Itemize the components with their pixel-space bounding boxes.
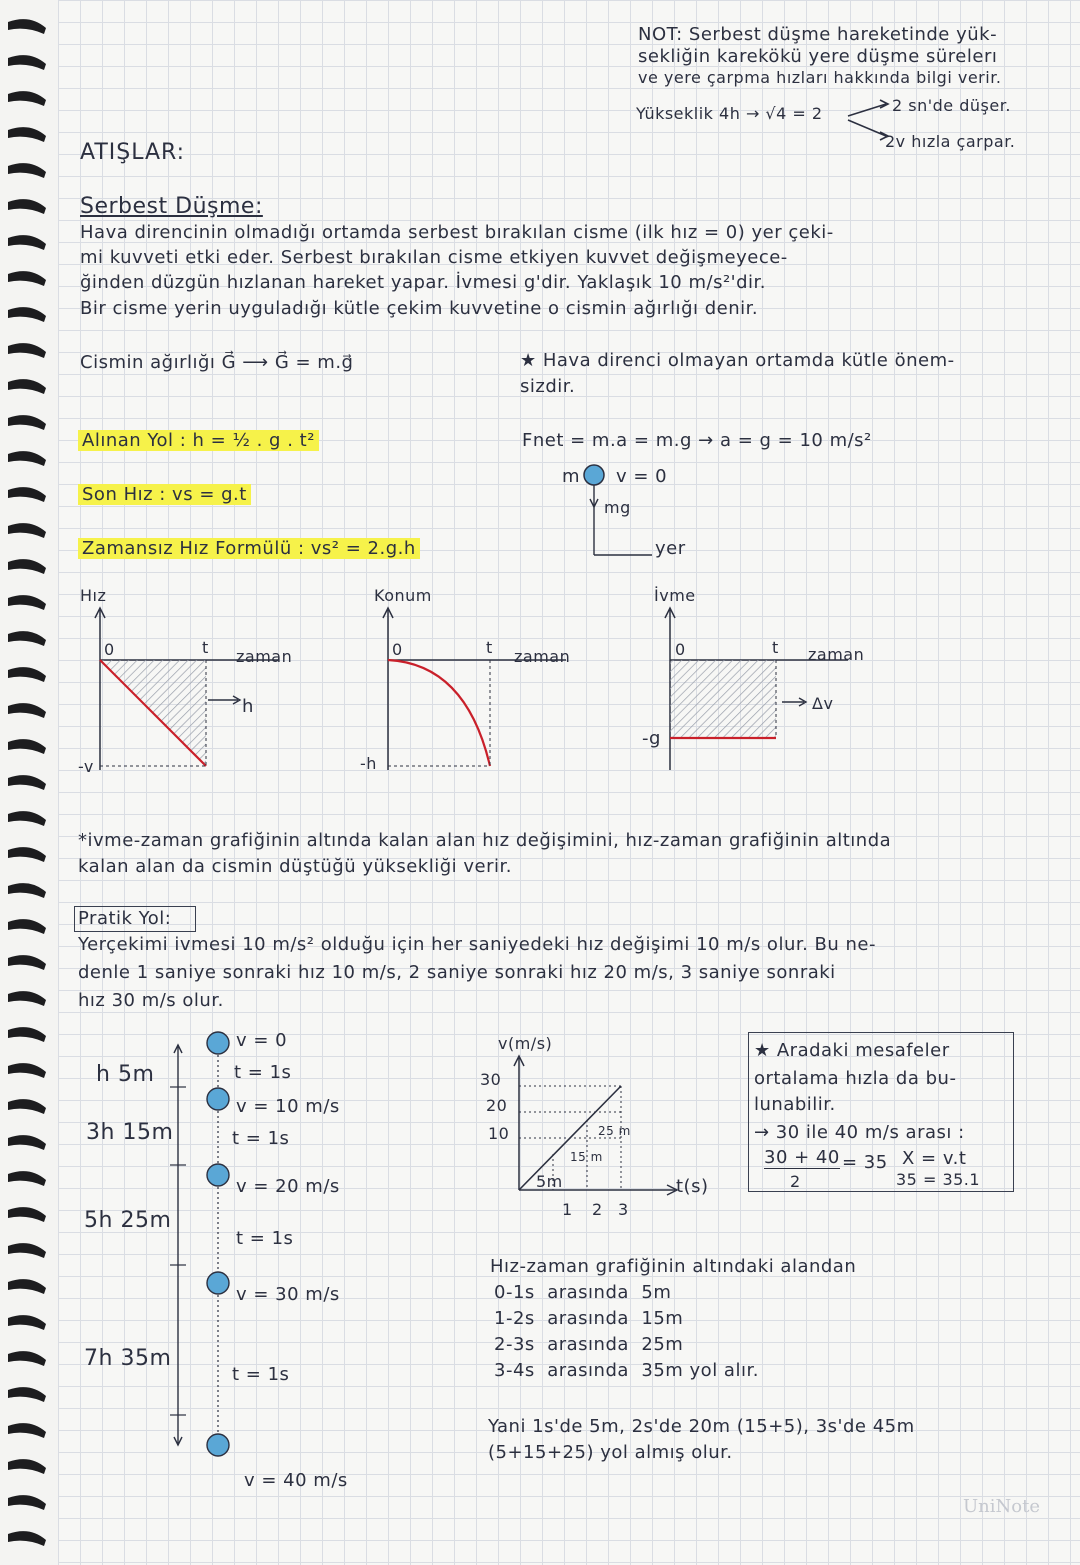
mass-note-2: sizdir. xyxy=(520,376,576,397)
box-note-frac-bot: 2 xyxy=(790,1172,801,1191)
drop-label-7h xyxy=(84,1346,171,1371)
practical-p2: denle 1 saniye sonraki hız 10 m/s, 2 saniye sonraki hız 20 m/s, 3 saniye sonraki xyxy=(78,962,836,983)
free-fall-p2: mi kuvveti etki eder. Serbest bırakılan cisme etkiyen kuvvet değişmeyece- xyxy=(80,247,788,268)
accel-graph-neg: -g xyxy=(642,728,661,749)
accel-graph-xlabel: zaman xyxy=(808,645,865,664)
drop-sequence-diagram xyxy=(160,1025,250,1485)
vt-area-3: 25 m xyxy=(598,1124,631,1138)
area-row-1: 0-1s arasında 5m xyxy=(494,1282,672,1303)
velocity-graph-neg: -v xyxy=(78,757,94,776)
accel-graph-t: t xyxy=(772,638,779,657)
gravity-force-label: mg xyxy=(604,498,631,517)
mass-label: m xyxy=(562,466,581,487)
mass-note-1: ★ Hava direnci olmayan ortamda kütle önem- xyxy=(520,350,955,371)
position-time-graph xyxy=(366,600,606,780)
formula-final-speed xyxy=(78,484,251,505)
drop-state-2: v = 10 m/s xyxy=(236,1096,340,1117)
accel-graph-origin: 0 xyxy=(675,640,686,659)
note-line-1: NOT: Serbest düşme hareketinde yük- xyxy=(638,24,998,45)
drop-state-3: t = 1s xyxy=(232,1128,290,1149)
area-sum-2: (5+15+25) yol almış olur. xyxy=(488,1442,733,1463)
formula-final-speed-text: Son Hız : vs = g.t xyxy=(78,484,251,505)
section-title-free-fall: Serbest Düşme: xyxy=(80,194,263,219)
drop-state-6: v = 30 m/s xyxy=(236,1284,340,1305)
note-branch-2: 2v hızla çarpar. xyxy=(885,132,1016,151)
drop-label-h-name: h xyxy=(96,1062,111,1087)
velocity-graph-t: t xyxy=(202,638,209,657)
area-row-3: 2-3s arasında 25m xyxy=(494,1334,684,1355)
velocity-graph-origin: 0 xyxy=(104,640,115,659)
velocity-graph-ylabel: Hız xyxy=(80,586,107,605)
drop-label-7h-dist: 35m xyxy=(120,1346,172,1371)
fnet-formula: Fnet = m.a = m.g → a = g = 10 m/s² xyxy=(522,430,872,451)
box-note-l2: ortalama hızla da bu- xyxy=(754,1068,957,1089)
drop-label-5h xyxy=(84,1208,171,1233)
free-fall-p1: Hava direncinin olmadığı ortamda serbest bırakılan cisme (ilk hız = 0) yer çeki- xyxy=(80,222,834,243)
box-note-l3: lunabilir. xyxy=(754,1094,836,1115)
note-line-3: ve yere çarpma hızları hakkında bilgi verir. xyxy=(638,68,1002,87)
area-sum-1: Yani 1s'de 5m, 2s'de 20m (15+5), 3s'de 45m xyxy=(488,1416,915,1437)
weight-formula: Cismin ağırlığı G⃗ ⟶ G⃗ = m.g⃗ xyxy=(80,352,354,373)
vt-xlabel: t(s) xyxy=(676,1176,709,1197)
accel-graph-area-label: Δv xyxy=(812,694,834,713)
vt-ylabel: v(m/s) xyxy=(498,1034,553,1053)
position-graph-origin: 0 xyxy=(392,640,403,659)
drop-label-5h-dist: 25m xyxy=(120,1208,172,1233)
vt-ytick-20: 20 xyxy=(486,1096,508,1115)
box-note-eq2: X = v.t xyxy=(902,1148,967,1169)
vt-ytick-30: 30 xyxy=(480,1070,502,1089)
position-graph-ylabel: Konum xyxy=(374,586,432,605)
acceleration-time-graph xyxy=(648,600,888,780)
box-note-frac-top: 30 + 40 xyxy=(764,1147,840,1168)
velocity-graph-area-label: h xyxy=(242,696,254,717)
note-example: Yükseklik 4h → √4 = 2 xyxy=(636,104,823,123)
velocity-time-graph xyxy=(78,600,318,780)
drop-label-3h xyxy=(86,1120,173,1145)
drop-state-7: t = 1s xyxy=(232,1364,290,1385)
vt-ytick-10: 10 xyxy=(488,1124,510,1143)
free-fall-p3: ğinden düzgün hızlanan hareket yapar. İvmesi g'dir. Yaklaşık 10 m/s²'dir. xyxy=(80,272,767,293)
drop-label-3h-dist: 15m xyxy=(122,1120,174,1145)
formula-distance xyxy=(78,430,319,451)
velocity-graph-xlabel: zaman xyxy=(236,647,293,666)
drop-label-h-dist: 5m xyxy=(117,1062,155,1087)
vt-xtick-1: 1 xyxy=(562,1200,573,1219)
practical-p3: hız 30 m/s olur. xyxy=(78,990,224,1011)
position-graph-t: t xyxy=(486,638,493,657)
graph-caption-1: *ivme-zaman grafiğinin altında kalan alan hız değişimini, hız-zaman grafiğinin altında xyxy=(78,830,892,851)
vt-xtick-2: 2 xyxy=(592,1200,603,1219)
box-note-eq3: 35 = 35.1 xyxy=(896,1170,981,1189)
note-line-2: sekliğin karekökü yere düşme sürelerı xyxy=(638,46,998,67)
box-note-l1: ★ Aradaki mesafeler xyxy=(754,1040,950,1061)
practical-p1: Yerçekimi ivmesi 10 m/s² olduğu için her saniyedeki hız değişimi 10 m/s olur. Bu ne- xyxy=(78,934,876,955)
vt-area-1: 5m xyxy=(536,1172,563,1191)
note-branch-1: 2 sn'de düşer. xyxy=(892,96,1011,115)
drop-state-8: v = 40 m/s xyxy=(244,1470,348,1491)
drop-state-4: v = 20 m/s xyxy=(236,1176,340,1197)
notebook-spiral xyxy=(0,0,60,1565)
page-heading: ATIŞLAR: xyxy=(80,140,186,165)
position-graph-neg: -h xyxy=(360,754,377,773)
area-list-title: Hız-zaman grafiğinin altındaki alandan xyxy=(490,1256,857,1277)
box-note-l4: → 30 ile 40 m/s arası : xyxy=(754,1122,965,1143)
drop-label-7h-name: 7h xyxy=(84,1346,113,1371)
ground-label: yer xyxy=(655,538,686,559)
vt-xtick-3: 3 xyxy=(618,1200,629,1219)
vt-area-2: 15 m xyxy=(570,1150,603,1164)
area-row-2: 1-2s arasında 15m xyxy=(494,1308,684,1329)
vt-graph xyxy=(505,1050,685,1200)
practical-title: Pratik Yol: xyxy=(78,908,172,929)
formula-timeless-text: Zamansız Hız Formülü : vs² = 2.g.h xyxy=(78,538,420,559)
note-branch-arrows xyxy=(840,96,900,146)
accel-graph-ylabel: İvme xyxy=(654,586,696,605)
graph-caption-2: kalan alan da cismin düştüğü yüksekliği verir. xyxy=(78,856,512,877)
box-note-eq: = 35 xyxy=(842,1152,888,1173)
formula-timeless xyxy=(78,538,420,559)
position-graph-xlabel: zaman xyxy=(514,647,571,666)
drop-label-3h-name: 3h xyxy=(86,1120,115,1145)
drop-label-h xyxy=(96,1062,154,1087)
area-row-4: 3-4s arasında 35m yol alır. xyxy=(494,1360,759,1381)
watermark-logo: UniNote xyxy=(963,1496,1040,1517)
drop-state-5: t = 1s xyxy=(236,1228,294,1249)
free-fall-p4: Bir cisme yerin uyguladığı kütle çekim kuvvetine o cismin ağırlığı denir. xyxy=(80,298,759,319)
formula-distance-text: Alınan Yol : h = ½ . g . t² xyxy=(78,430,319,451)
drop-state-1: t = 1s xyxy=(234,1062,292,1083)
drop-label-5h-name: 5h xyxy=(84,1208,113,1233)
initial-velocity-label: v = 0 xyxy=(616,466,668,487)
drop-state-0: v = 0 xyxy=(236,1030,288,1051)
